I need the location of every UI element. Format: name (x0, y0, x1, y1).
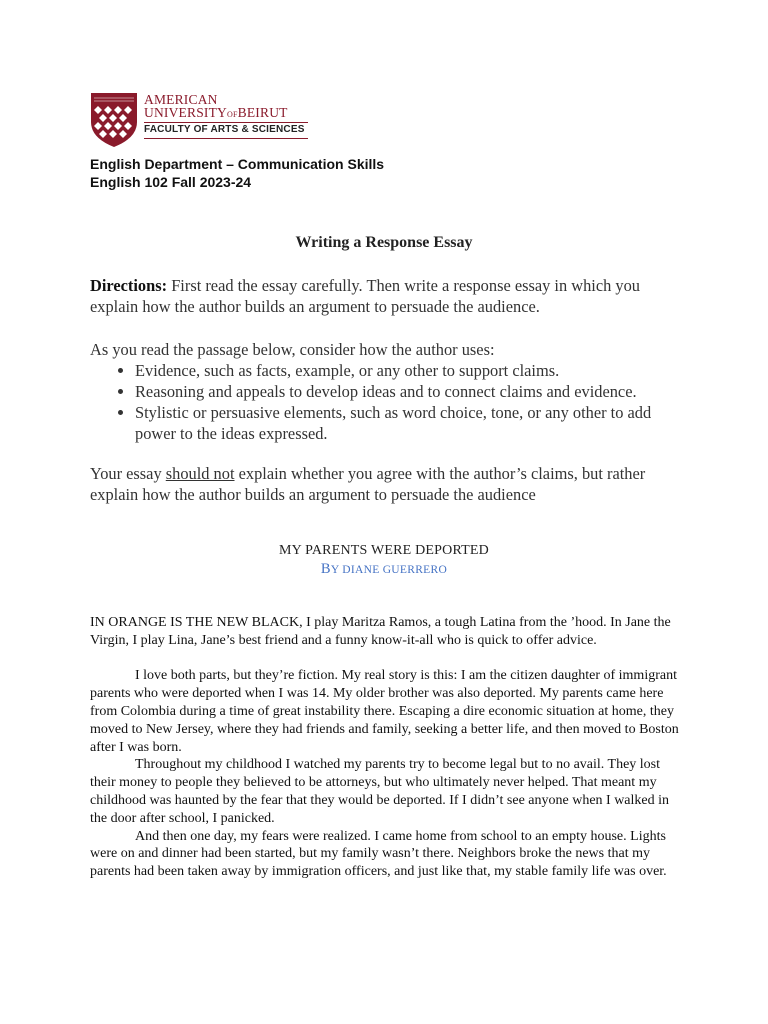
list-item: • Evidence, such as facts, example, or any other to support claims. (135, 360, 690, 381)
logo-faculty: FACULTY OF ARTS & SCIENCES (144, 124, 305, 135)
essay-note-after: explain whether you agree with the author’s claims, but rather explain how the author builds an argument to persuade the audience (90, 464, 646, 504)
essay-note-before: Your essay (90, 464, 166, 483)
article-body (90, 614, 680, 881)
consider-list (90, 360, 690, 444)
list-item: • Stylistic or persuasive elements, such as word choice, tone, or any other to add power to the ideas expressed. (135, 402, 690, 444)
aub-logo (90, 92, 320, 150)
logo-line-university: UNIVERSITYOFBEIRUT (144, 105, 288, 120)
logo-divider-bottom (144, 138, 308, 139)
consider-section (90, 339, 690, 444)
article-paragraph: And then one day, my fears were realized. I came home from school to an empty house. Lights were on and dinner had been started, but my family wasn’t there. Neighbors broke the news that my parents had been taken away by immigration officers, and just like that, my stable family life was over. (90, 828, 667, 880)
list-item: • Reasoning and appeals to develop ideas and to connect claims and evidence. (135, 381, 690, 402)
article-paragraph: I love both parts, but they’re fiction. My real story is this: I am the citizen daughter of immigrant parents who were deported when I was 14. My older brother was also deported. My parents came here from Colombia during a time of great instability there. Escaping a dire economic situation at home, they moved to New Jersey, where they had friends and family, seeking a better life, and then moved to Boston after I was born. (90, 668, 679, 755)
course-line: English 102 Fall 2023-24 (90, 173, 252, 190)
directions-label: Directions: (90, 276, 168, 295)
consider-intro: As you read the passage below, consider how the author uses: (90, 340, 495, 359)
logo-line-american: AMERICAN (144, 92, 218, 107)
document-title: Writing a Response Essay (295, 234, 473, 251)
logo-divider (144, 122, 308, 123)
aub-shield-icon (90, 92, 138, 148)
directions-text: First read the essay carefully. Then write a response essay in which you explain how the author builds an argument to persuade the audience. (90, 276, 641, 316)
directions-paragraph (90, 275, 680, 317)
article-paragraph: Throughout my childhood I watched my parents try to become legal but to no avail. They lost their money to people they believed to be attorneys, but who ultimately never helped. That meant my childhood was haunted by the fear that they would be deported. If I didn’t see anyone when I walked in the door after school, I panicked. (90, 757, 670, 826)
course-header (90, 156, 384, 191)
byline-initial: B (320, 561, 331, 577)
article-byline (90, 561, 678, 578)
article-title: MY PARENTS WERE DEPORTED (279, 543, 489, 558)
emphasis-should-not: should not (165, 464, 235, 483)
byline-rest: Y DIANE GUERRERO (330, 564, 448, 576)
article-paragraph: IN ORANGE IS THE NEW BLACK, I play Maritza Ramos, a tough Latina from the ’hood. In Jane the Virgin, I play Lina, Jane’s best friend and a funny know-it-all who is quick to offer advice. (90, 615, 671, 648)
department-line: English Department – Communication Skills (90, 156, 385, 172)
essay-instruction (90, 463, 680, 505)
